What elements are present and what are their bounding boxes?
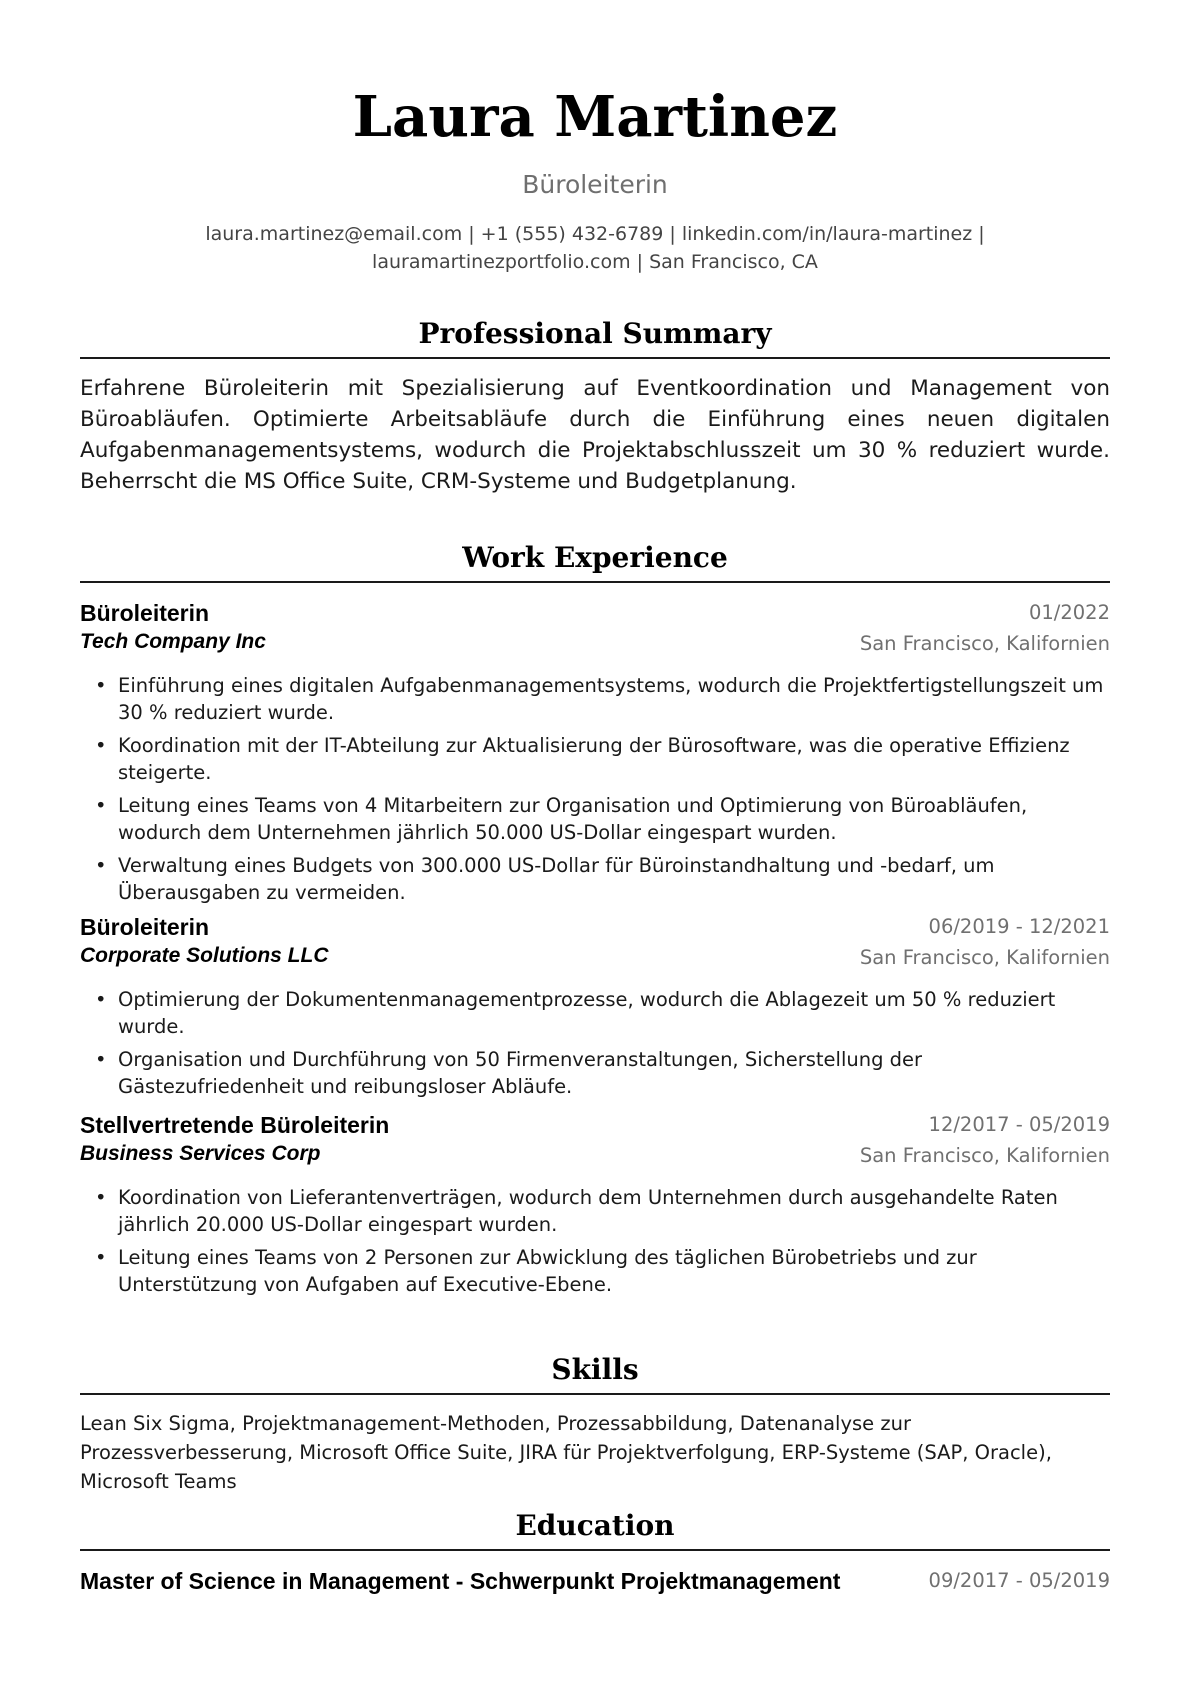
- list-item: • Optimierung der Dokumentenmanagementprozesse, wodurch die Ablagezeit um 50 % reduziert wurde.: [80, 986, 1110, 1040]
- education-date: 09/2017 - 05/2019: [928, 1569, 1110, 1592]
- list-item: • Leitung eines Teams von 2 Personen zur Abwicklung des täglichen Bürobetriebs und zur Unterstützung von Aufgaben auf Executive-Ebene.: [80, 1244, 1110, 1298]
- job-company: Business Services Corp: [80, 1142, 321, 1165]
- job-bullets: [80, 672, 1110, 912]
- job-location: San Francisco, Kalifornien: [859, 632, 1110, 655]
- experience-heading: Work Experience: [462, 541, 728, 574]
- job-company: Tech Company Inc: [80, 630, 266, 653]
- list-item: • Verwaltung eines Budgets von 300.000 US-Dollar für Büroinstandhaltung und -bedarf, um Überausgaben zu vermeiden.: [80, 852, 1110, 906]
- job-title: Büroleiterin: [80, 600, 210, 626]
- list-item: • Koordination von Lieferantenverträgen, wodurch dem Unternehmen durch ausgehandelte Raten jährlich 20.000 US-Dollar eingespart wurden.: [80, 1184, 1110, 1238]
- job-date: 12/2017 - 05/2019: [928, 1113, 1110, 1136]
- skills-text: Lean Six Sigma, Projektmanagement-Methoden, Prozessabbildung, Datenanalyse zur Prozessverbesserung, Microsoft Office Suite, JIRA für Projektverfolgung, ERP-Systeme (SAP, Oracle), Microsoft Teams: [80, 1412, 1052, 1493]
- skills-divider: [80, 1393, 1110, 1395]
- candidate-name: Laura Martinez: [352, 84, 838, 150]
- experience-divider: [80, 581, 1110, 583]
- degree-title: Master of Science in Management - Schwerpunkt Projektmanagement: [80, 1568, 841, 1594]
- list-item: • Einführung eines digitalen Aufgabenmanagementsystems, wodurch die Projektfertigstellungszeit um 30 % reduziert wurde.: [80, 672, 1110, 726]
- contact-line: laura.martinez@email.com | +1 (555) 432-6789 | linkedin.com/in/laura-martinez | lauramartinezportfolio.com | San Francisco, CA: [205, 223, 985, 273]
- job-date: 01/2022: [1028, 601, 1110, 624]
- job-company: Corporate Solutions LLC: [80, 944, 329, 967]
- skills-heading: Skills: [551, 1353, 639, 1386]
- job-bullets: [80, 986, 1110, 1106]
- list-item: • Leitung eines Teams von 4 Mitarbeitern zur Organisation und Optimierung von Büroabläufen, wodurch dem Unternehmen jährlich 50.000 US-Dollar eingespart wurden.: [80, 792, 1110, 846]
- job-title: Stellvertretende Büroleiterin: [80, 1112, 390, 1138]
- education-heading: Education: [515, 1509, 675, 1542]
- summary-heading: Professional Summary: [418, 317, 772, 350]
- job-location: San Francisco, Kalifornien: [859, 946, 1110, 969]
- job-bullets: [80, 1184, 1110, 1304]
- candidate-title: Büroleiterin: [522, 170, 668, 199]
- job-location: San Francisco, Kalifornien: [859, 1144, 1110, 1167]
- summary-text: Erfahrene Büroleiterin mit Spezialisierung auf Eventkoordination und Management von Büroabläufen. Optimierte Arbeitsabläufe durch die Einführung eines neuen digitalen Aufgabenmanagementsystems, wodurch die Projektabschlusszeit um 30 % reduziert wurde. Beherrscht die MS Office Suite, CRM-Systeme und Budgetplanung.: [80, 376, 1110, 494]
- list-item: • Organisation und Durchführung von 50 Firmenveranstaltungen, Sicherstellung der Gästezufriedenheit und reibungsloser Abläufe.: [80, 1046, 1110, 1100]
- job-date: 06/2019 - 12/2021: [928, 915, 1110, 938]
- education-divider: [80, 1549, 1110, 1551]
- list-item: • Koordination mit der IT-Abteilung zur Aktualisierung der Bürosoftware, was die operative Effizienz steigerte.: [80, 732, 1110, 786]
- summary-divider: [80, 357, 1110, 359]
- job-title: Büroleiterin: [80, 914, 210, 940]
